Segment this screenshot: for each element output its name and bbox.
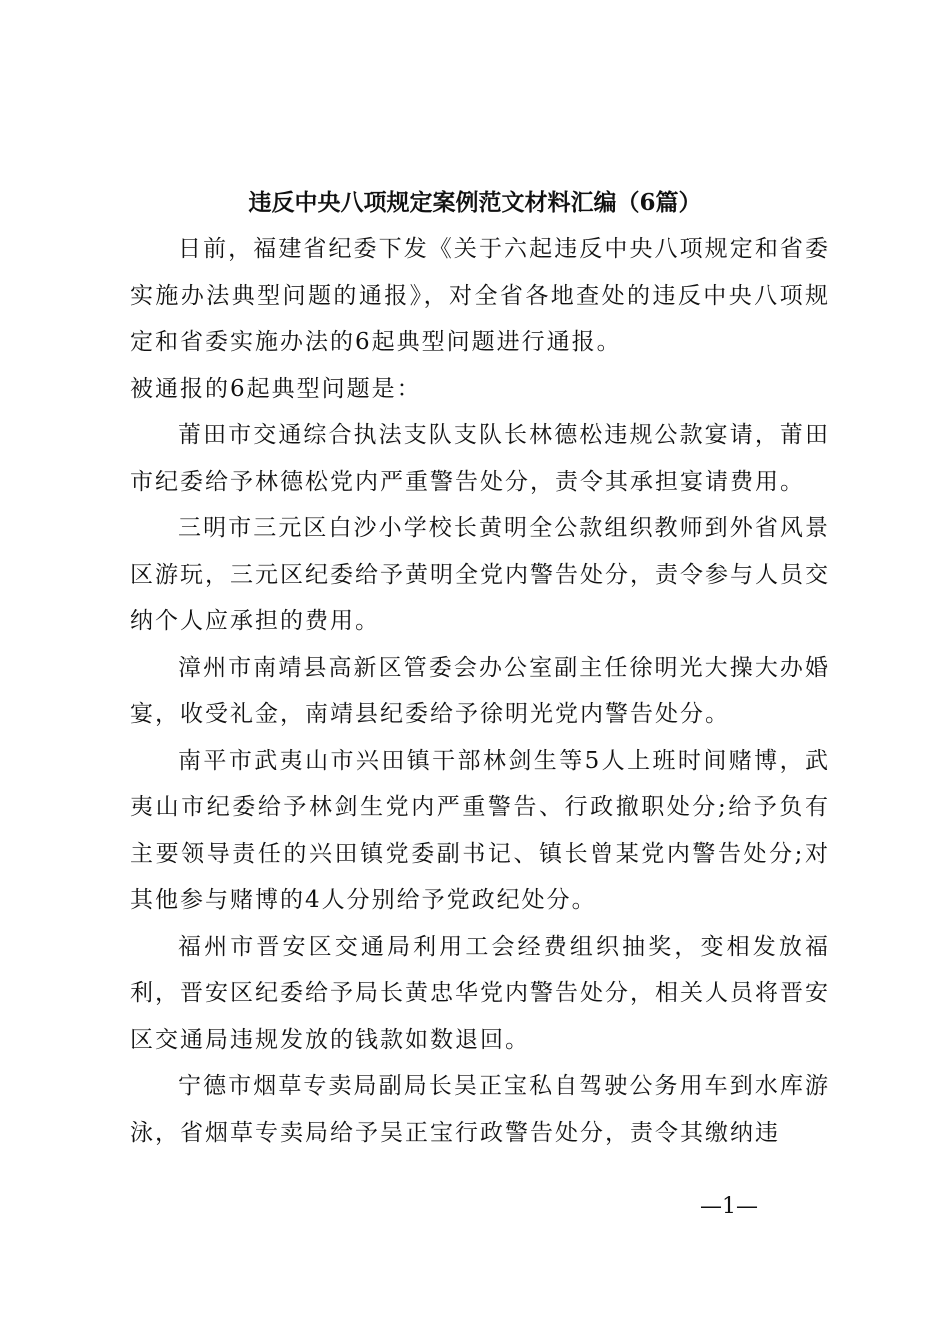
paragraph-case-6: 宁德市烟草专卖局副局长吴正宝私自驾驶公务用车到水库游泳，省烟草专卖局给予吴正宝行政警告处分，责令其缴纳违 [130, 1073, 830, 1146]
paragraph-case-3: 漳州市南靖县高新区管委会办公室副主任徐明光大操大办婚宴，收受礼金，南靖县纪委给予徐明光党内警告处分。 [130, 654, 830, 727]
document-body [130, 226, 830, 1156]
paragraph-intro: 日前，福建省纪委下发《关于六起违反中央八项规定和省委实施办法典型问题的通报》，对全省各地查处的违反中央八项规定和省委实施办法的6起典型问题进行通报。 [130, 236, 830, 355]
paragraph-list-heading: 被通报的6起典型问题是： [130, 375, 422, 402]
paragraph-case-1: 莆田市交通综合执法支队支队长林德松违规公款宴请，莆田市纪委给予林德松党内严重警告处分，责令其承担宴请费用。 [130, 422, 830, 495]
paragraph-case-4: 南平市武夷山市兴田镇干部林剑生等5人上班时间赌博，武夷山市纪委给予林剑生党内严重警告、行政撤职处分;给予负有主要领导责任的兴田镇党委副书记、镇长曾某党内警告处分;对其他参与赌博的4人分别给予党政纪处分。 [130, 747, 830, 913]
document-title: 违反中央八项规定案例范文材料汇编（6篇） [248, 189, 702, 216]
paragraph-case-5: 福州市晋安区交通局利用工会经费组织抽奖，变相发放福利，晋安区纪委给予局长黄忠华党内警告处分，相关人员将晋安区交通局违规发放的钱款如数退回。 [130, 933, 830, 1053]
paragraph-case-2: 三明市三元区白沙小学校长黄明全公款组织教师到外省风景区游玩，三元区纪委给予黄明全党内警告处分，责令参与人员交纳个人应承担的费用。 [130, 515, 830, 634]
page-number: —1— [700, 1194, 758, 1219]
